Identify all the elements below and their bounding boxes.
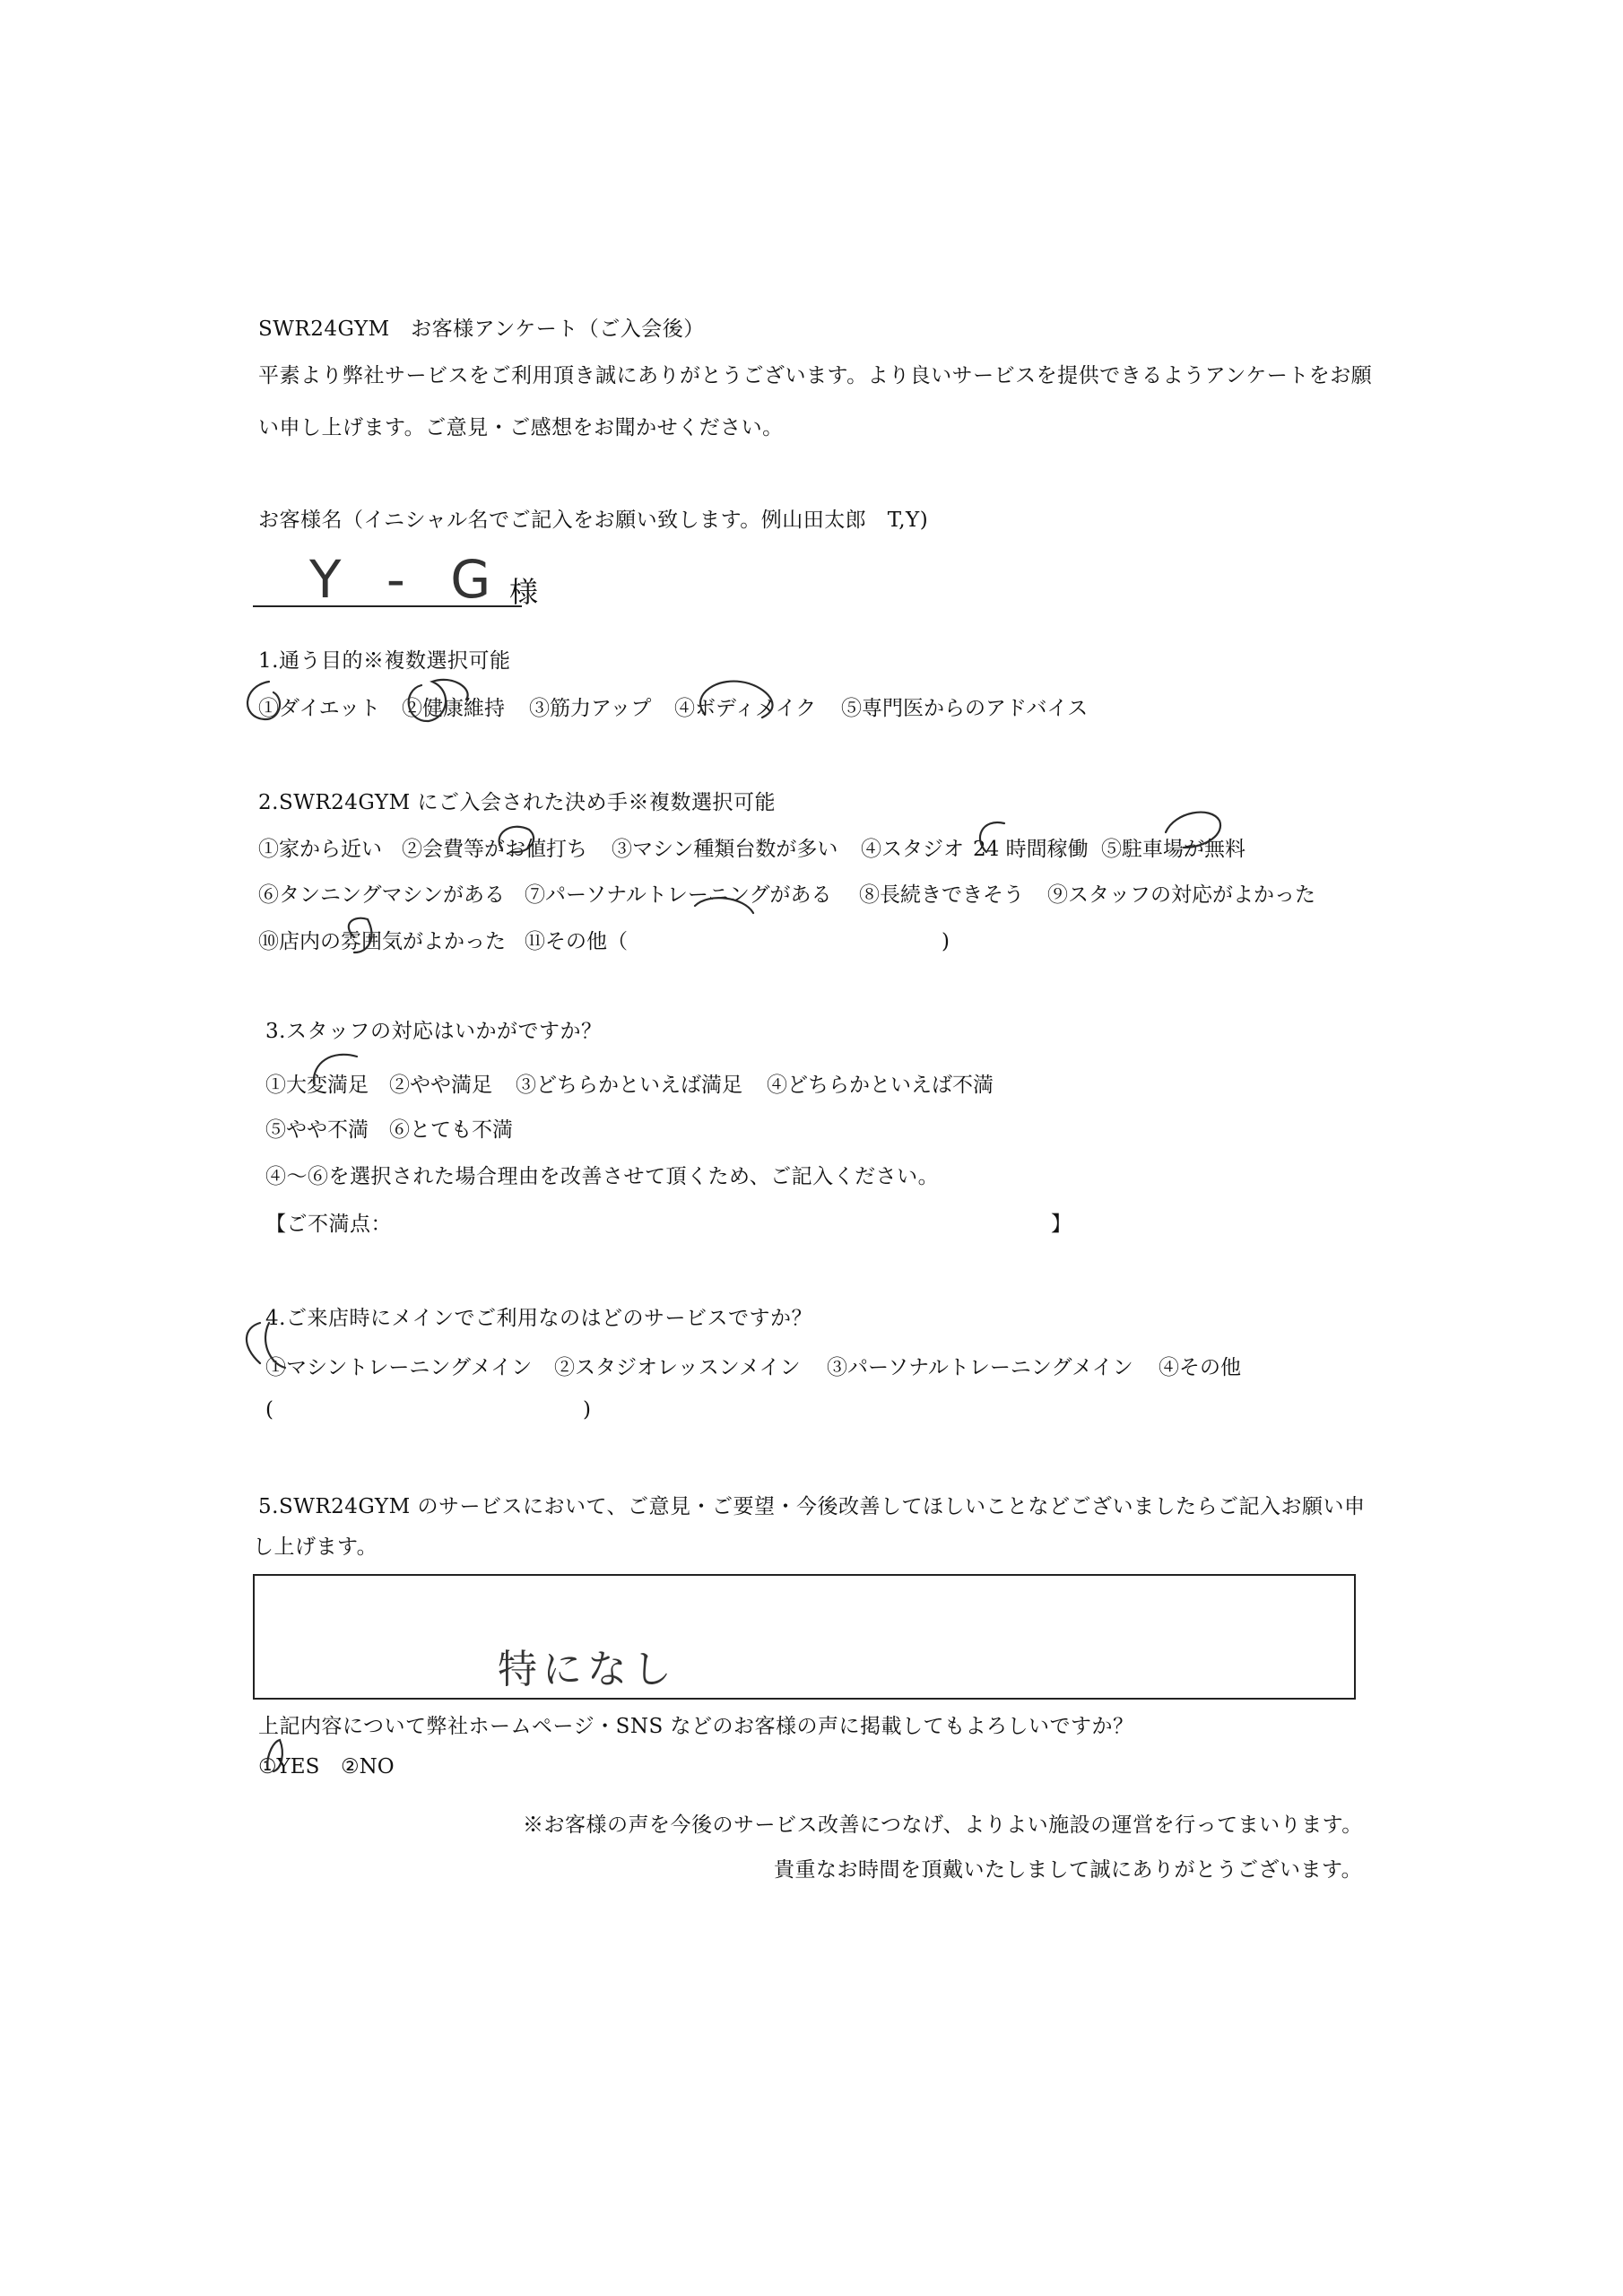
intro-text-line-1: 平素より弊社サービスをご利用頂き誠にありがとうございます。より良いサービスを提供できるようアンケートをお願: [258, 364, 1373, 387]
q3-option-somewhat-unsatisfied[interactable]: ⑤やや不満: [265, 1118, 369, 1142]
customer-name-underline: [253, 605, 522, 607]
publish-question: 上記内容について弊社ホームページ・SNS などのお客様の声に掲載してもよろしいですか？: [258, 1715, 1134, 1738]
q4-option-studio[interactable]: ②スタジオレッスンメイン: [554, 1356, 801, 1379]
q2-option-24h-operation[interactable]: 24 時間稼働: [973, 838, 1089, 861]
q4-other-field[interactable]: [287, 1396, 574, 1423]
q3-complaint-close: 】: [1051, 1213, 1072, 1236]
q2-option-staff-good[interactable]: ⑨スタッフの対応がよかった: [1047, 883, 1315, 907]
q5-title-line-2: し上げます。: [253, 1535, 378, 1559]
q2-other-close-paren: ): [942, 930, 950, 953]
q3-option-rather-unsatisfied[interactable]: ④どちらかといえば不満: [767, 1074, 994, 1097]
q1-option-doctor-advice[interactable]: ⑤専門医からのアドバイス: [841, 697, 1089, 720]
q5-title-line-1: 5.SWR24GYM のサービスにおいて、ご意見・ご要望・今後改善してほしいことなどございましたらご記入お願い申: [258, 1495, 1366, 1518]
customer-name-label: お客様名（イニシャル名でご記入をお願い致します。例山田太郎 T,Y): [258, 509, 929, 532]
customer-honorific: 様: [509, 575, 539, 609]
q3-note: ④～⑥を選択された場合理由を改善させて頂くため、ご記入ください。: [265, 1165, 940, 1188]
footer-note-line-1: ※お客様の声を今後のサービス改善につなげ、よりよい施設の運営を行ってまいります。: [523, 1813, 1363, 1837]
q4-title: 4.ご来店時にメインでご利用なのはどのサービスですか？: [265, 1307, 812, 1330]
q3-option-rather-satisfied[interactable]: ③どちらかといえば満足: [516, 1074, 742, 1097]
q4-option-other[interactable]: ④その他: [1159, 1356, 1241, 1379]
customer-name-handwritten: Y - G: [309, 549, 506, 610]
intro-text-line-2: い申し上げます。ご意見・ご感想をお聞かせください。: [258, 416, 784, 439]
q2-option-tanning[interactable]: ⑥タンニングマシンがある: [258, 883, 505, 907]
q4-option-machine[interactable]: ①マシントレーニングメイン: [265, 1356, 533, 1379]
q2-option-affordable-fee[interactable]: ②会費等がお値打ち: [402, 838, 587, 861]
q3-title: 3.スタッフの対応はいかがですか？: [265, 1020, 603, 1043]
q1-option-diet[interactable]: ①ダイエット: [258, 697, 381, 720]
q3-option-very-unsatisfied[interactable]: ⑥とても不満: [389, 1118, 513, 1142]
q4-other-open-paren: (: [265, 1398, 273, 1422]
footer-note-line-2: 貴重なお時間を頂戴いたしまして誠にありがとうございます。: [774, 1858, 1363, 1882]
publish-option-yes[interactable]: ①YES: [258, 1755, 320, 1779]
q3-option-somewhat-satisfied[interactable]: ②やや満足: [389, 1074, 492, 1097]
q2-option-free-parking[interactable]: ⑤駐車場が無料: [1101, 838, 1245, 861]
q2-option-many-machines[interactable]: ③マシン種類台数が多い: [612, 838, 838, 861]
q2-option-near-home[interactable]: ①家から近い: [258, 838, 382, 861]
survey-title: SWR24GYM お客様アンケート（ご入会後）: [258, 317, 705, 341]
q5-handwritten-answer: 特になし: [498, 1647, 677, 1692]
q2-option-personal-training[interactable]: ⑦パーソナルトレーニングがある: [525, 883, 832, 907]
q4-other-close-paren: ): [583, 1398, 591, 1422]
q3-option-very-satisfied[interactable]: ①大変満足: [265, 1074, 369, 1097]
q5-comment-box[interactable]: [253, 1574, 1356, 1700]
q2-option-sustainable[interactable]: ⑧長続きできそう: [859, 883, 1024, 907]
q3-complaint-field[interactable]: [386, 1211, 1049, 1238]
q2-option-atmosphere[interactable]: ⑩店内の雰囲気がよかった: [258, 930, 506, 953]
q3-complaint-label: 【ご不満点：: [265, 1213, 392, 1236]
q2-option-other[interactable]: ⑪その他（: [525, 930, 628, 953]
publish-option-no[interactable]: ②NO: [341, 1755, 395, 1779]
q2-title: 2.SWR24GYM にご入会された決め手※複数選択可能: [258, 791, 776, 814]
q1-option-muscle[interactable]: ③筋力アップ: [529, 697, 652, 720]
q1-option-health[interactable]: ②健康維持: [402, 697, 505, 720]
q1-option-bodymake[interactable]: ④ボディメイク: [674, 697, 817, 720]
q2-option-studio[interactable]: ④スタジオ: [861, 838, 964, 861]
q4-option-personal[interactable]: ③パーソナルトレーニングメイン: [827, 1356, 1133, 1379]
q1-title: 1.通う目的※複数選択可能: [258, 649, 511, 673]
